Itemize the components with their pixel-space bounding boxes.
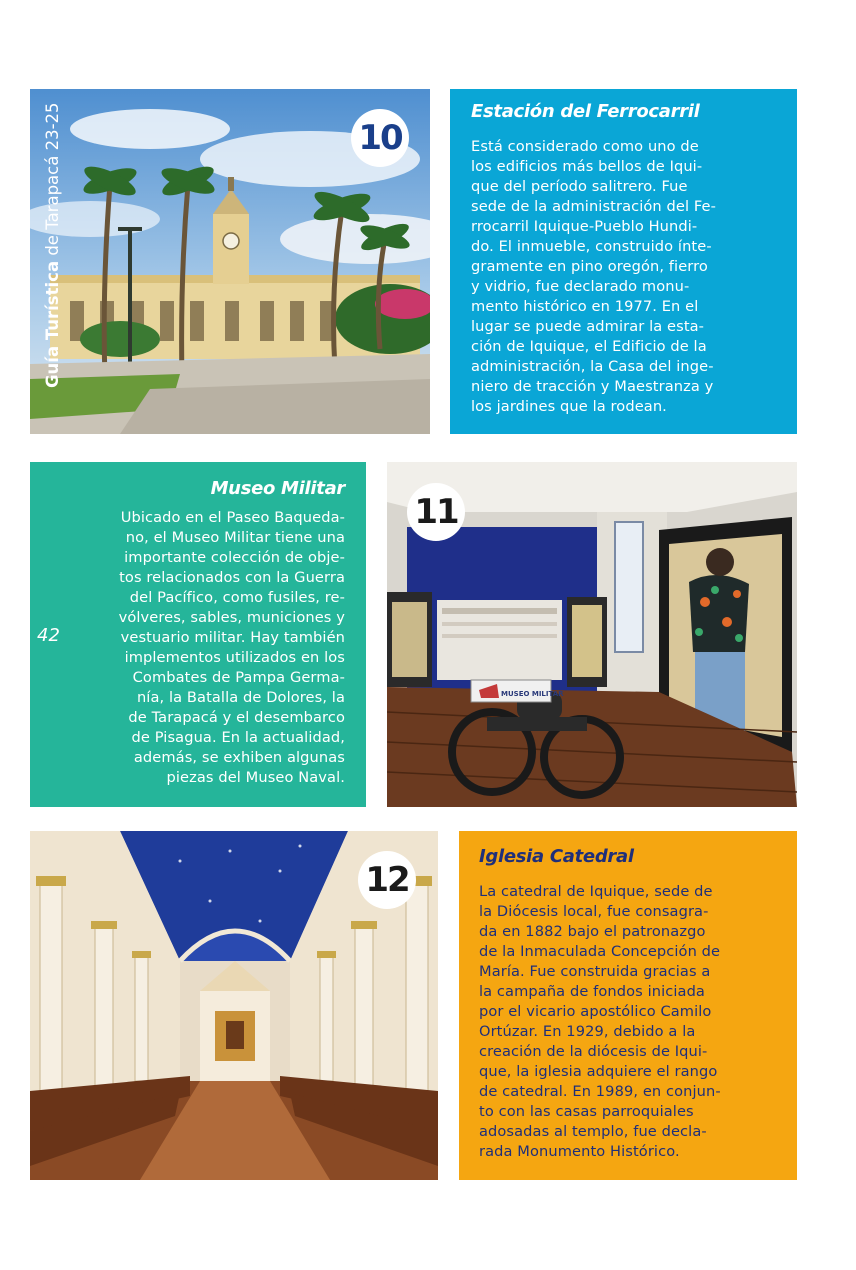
guide-title-bold: Guía Turística bbox=[43, 260, 62, 388]
section-train-station bbox=[450, 89, 797, 434]
section-cathedral bbox=[459, 831, 797, 1180]
badge-number-10: 10 bbox=[351, 109, 409, 167]
guide-title-region: Tarapacá bbox=[43, 155, 62, 230]
guide-title-vertical bbox=[43, 102, 62, 388]
guide-title-connector: de bbox=[43, 229, 62, 261]
section-military-museum bbox=[30, 462, 366, 807]
section-body: Está considerado como uno de los edificios más bellos de Iqui- que del período salitrero. Fue sede de la administración del Fe- rrocarril Iquique-Pueblo Hundi- do. El inmueble, construido ínte- gramente en pino oregón, fierro y vidrio, fue declarado monu- mento histórico en 1977. En el lugar se puede admirar la esta- ción de Iquique, el Edificio de la administración, la Casa del inge- niero de tracción y Maestranza y los jardines que la rodean. bbox=[471, 138, 717, 415]
museum-sign-text: MUSEO MILITAR bbox=[501, 690, 564, 698]
guide-title-edition: 23-25 bbox=[43, 102, 62, 156]
section-title: Museo Militar bbox=[210, 478, 345, 499]
section-title: Estación del Ferrocarril bbox=[471, 101, 700, 122]
page-number: 42 bbox=[37, 625, 60, 646]
section-body: Ubicado en el Paseo Baqueda- no, el Museo Militar tiene una importante colección de obje- tos relacionados con la Guerra del Pacífico, como fusiles, re- vólveres, sables, municiones y vestuario militar. Hay también implementos utilizados en los Combates de Pampa Germa- nía, la Batalla de Dolores, la de Tarapacá y el desembarco de Pisagua. En la actualidad, además, se exhiben algunas piezas del Museo Naval. bbox=[118, 509, 345, 786]
badge-number-12: 12 bbox=[358, 851, 416, 909]
badge-number-11: 11 bbox=[407, 483, 465, 541]
section-body: La catedral de Iquique, sede de la Diócesis local, fue consagra- da en 1882 bajo el patronazgo de la Inmaculada Concepción de María. Fue construida gracias a la campaña de fondos iniciada por el vicario apostólico Camilo Ortúzar. En 1929, debido a la creación de la diócesis de Iqui- que, la iglesia adquiere el rango de catedral. En 1989, en conjun- to con las casas parroquiales adosadas al templo, fue decla- rada Monumento Histórico. bbox=[479, 883, 721, 1160]
section-title: Iglesia Catedral bbox=[479, 846, 634, 867]
